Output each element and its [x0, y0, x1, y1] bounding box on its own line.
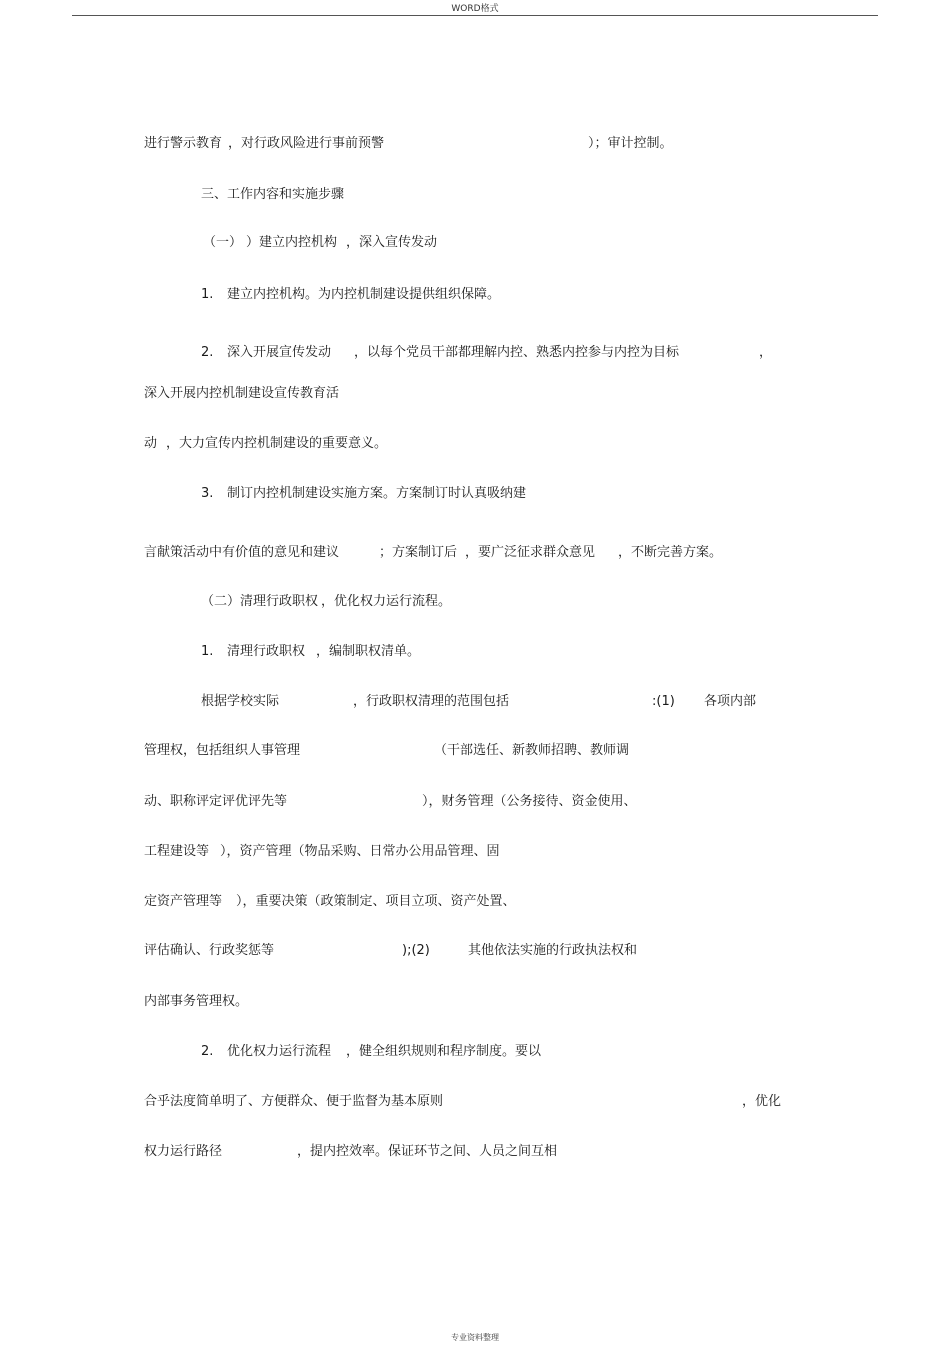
header-rule	[72, 15, 878, 16]
text-line-17	[0, 943, 950, 959]
line-13-part-1: 管理权，包括组织人事管理	[144, 743, 301, 758]
line-5-part-4: ，	[759, 345, 773, 360]
line-19-part-2: 优化权力运行流程	[227, 1044, 332, 1059]
line-15-part-1: 工程建设等	[144, 844, 210, 859]
line-3-part-1: （一）	[203, 235, 243, 250]
text-line-7	[0, 436, 950, 452]
line-19-part-3: ，健全组织规则和程序制度。要以	[346, 1044, 542, 1059]
line-11-part-3: ，编制职权清单。	[316, 644, 421, 659]
line-17-part-1: 评估确认、行政奖惩等	[144, 943, 275, 958]
section-heading-3	[0, 187, 950, 203]
line-8-part-1: 3.	[201, 486, 214, 501]
header-label: WORD格式	[451, 4, 499, 14]
text-line-14	[0, 794, 950, 810]
line-17-part-2: );(2)	[402, 943, 430, 958]
line-12-part-3: :(1)	[652, 694, 675, 709]
line-11-part-1: 1.	[201, 644, 214, 659]
line-2-part-1: 三、工作内容和实施步骤	[201, 187, 345, 202]
line-19-part-1: 2.	[201, 1044, 214, 1059]
page-header	[0, 0, 950, 18]
line-15-part-2: ），资产管理（物品采购、日常办公用品管理、固	[220, 844, 500, 859]
line-10-part-2: ，优化权力运行流程。	[321, 594, 452, 609]
text-line-21	[0, 1144, 950, 1160]
text-line-18	[0, 994, 950, 1010]
line-1-part-3: ）；审计控制。	[588, 136, 673, 151]
line-20-part-2: ，优化	[742, 1094, 782, 1109]
text-line-19	[0, 1044, 950, 1060]
text-line-16	[0, 894, 950, 910]
subsection-heading-2	[0, 594, 950, 610]
line-9-part-4: ，不断完善方案。	[618, 545, 723, 560]
text-line-12	[0, 694, 950, 710]
text-line-4	[0, 287, 950, 303]
line-9-part-2: ；方案制订后	[379, 545, 458, 560]
text-line-15	[0, 844, 950, 860]
line-13-part-2: （干部选任、新教师招聘、教师调	[434, 743, 630, 758]
line-14-part-1: 动、职称评定评优评先等	[144, 794, 288, 809]
text-line-11	[0, 644, 950, 660]
line-12-part-4: 各项内部	[704, 694, 757, 709]
line-3-part-2: ）建立内控机构	[246, 235, 338, 250]
line-8-part-2: 制订内控机制建设实施方案。方案制订时认真吸纳建	[227, 486, 527, 501]
line-5-part-2: 深入开展宣传发动	[227, 345, 332, 360]
text-line-6	[0, 386, 950, 402]
page-footer: 专业资料整理	[451, 1333, 499, 1342]
line-20-part-1: 合乎法度简单明了、方便群众、便于监督为基本原则	[144, 1094, 444, 1109]
line-14-part-2: ），财务管理（公务接待、资金使用、	[422, 794, 637, 809]
line-1-part-1: 进行警示教育	[144, 136, 223, 151]
line-21-part-2: ，提内控效率。保证环节之间、人员之间互相	[297, 1144, 558, 1159]
line-21-part-1: 权力运行路径	[144, 1144, 223, 1159]
line-12-part-2: ，行政职权清理的范围包括	[353, 694, 510, 709]
line-16-part-1: 定资产管理等	[144, 894, 223, 909]
line-12-part-1: 根据学校实际	[201, 694, 280, 709]
line-18-part-1: 内部事务管理权。	[144, 994, 249, 1009]
text-line-8	[0, 486, 950, 502]
line-7-part-1: 动	[144, 436, 158, 451]
line-17-part-3: 其他依法实施的行政执法权和	[468, 943, 638, 958]
line-9-part-1: 言献策活动中有价值的意见和建议	[144, 545, 340, 560]
line-10-part-1: （二）清理行政职权	[201, 594, 319, 609]
line-6-part-1: 深入开展内控机制建设宣传教育活	[144, 386, 340, 401]
line-5-part-3: ，以每个党员干部都理解内控、熟悉内控参与内控为目标	[354, 345, 680, 360]
line-5-part-1: 2.	[201, 345, 214, 360]
line-4-part-1: 1.	[201, 287, 214, 302]
line-4-part-2: 建立内控机构。为内控机制建设提供组织保障。	[227, 287, 501, 302]
text-line-13	[0, 743, 950, 759]
line-7-part-2: ，大力宣传内控机制建设的重要意义。	[166, 436, 388, 451]
text-line-9	[0, 545, 950, 561]
line-1-part-2: ，对行政风险进行事前预警	[228, 136, 385, 151]
line-3-part-3: ，深入宣传发动	[346, 235, 438, 250]
text-line-5	[0, 345, 950, 361]
line-9-part-3: ，要广泛征求群众意见	[465, 545, 596, 560]
line-16-part-2: ），重要决策（政策制定、项目立项、资产处置、	[236, 894, 516, 909]
text-line-20	[0, 1094, 950, 1110]
subsection-heading-1	[0, 235, 950, 251]
text-line-1	[0, 136, 950, 152]
line-11-part-2: 清理行政职权	[227, 644, 306, 659]
